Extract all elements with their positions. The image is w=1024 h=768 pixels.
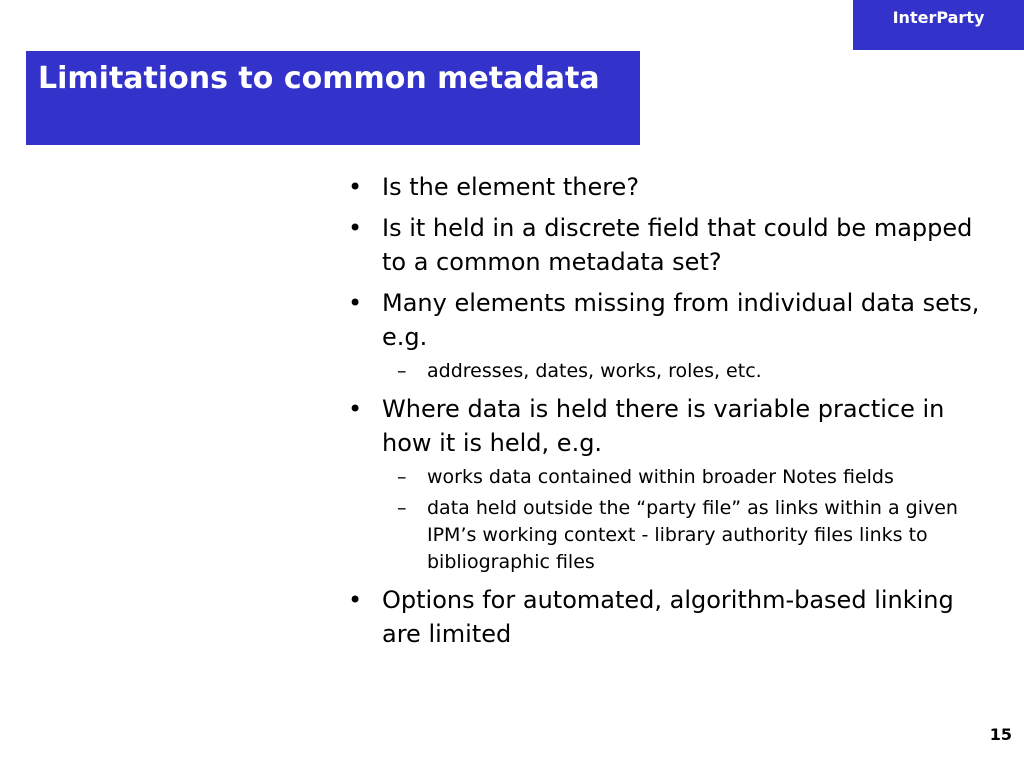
sub-bullet-item: [382, 464, 980, 491]
bullet-list: [340, 170, 980, 651]
bullet-marker: •: [348, 395, 363, 423]
sub-bullet-item: [382, 495, 980, 576]
sub-bullet-item: [382, 358, 980, 385]
slide-content: [340, 170, 980, 658]
bullet-text: Where data is held there is variable practice in how it is held, e.g.: [382, 395, 945, 457]
bullet-marker: •: [348, 289, 363, 317]
slide-title: Limitations to common metadata: [38, 61, 600, 96]
bullet-text: Is it held in a discrete field that could be mapped to a common metadata set?: [382, 214, 973, 276]
bullet-item: [340, 392, 980, 576]
sub-bullet-marker: –: [397, 360, 407, 382]
bullet-marker: •: [348, 586, 363, 614]
title-box: [26, 51, 640, 145]
sub-bullet-marker: –: [397, 497, 407, 519]
bullet-item: [340, 211, 980, 279]
bullet-item: [340, 583, 980, 651]
sub-bullet-text: data held outside the “party file” as links within a given IPM’s working context - library authority files links to bibliographic files: [427, 497, 958, 573]
bullet-text: Options for automated, algorithm-based linking are limited: [382, 586, 954, 648]
bullet-item: [340, 170, 980, 204]
sub-bullet-text: works data contained within broader Notes fields: [427, 466, 894, 488]
bullet-marker: •: [348, 214, 363, 242]
bullet-item: [340, 286, 980, 385]
bullet-marker: •: [348, 173, 363, 201]
bullet-text: Is the element there?: [382, 173, 640, 201]
brand-badge: InterParty: [853, 0, 1024, 50]
sub-bullet-text: addresses, dates, works, roles, etc.: [427, 360, 762, 382]
bullet-text: Many elements missing from individual data sets, e.g.: [382, 289, 980, 351]
sub-bullet-list: [382, 358, 980, 385]
sub-bullet-marker: –: [397, 466, 407, 488]
sub-bullet-list: [382, 464, 980, 576]
page-number: 15: [989, 725, 1012, 744]
